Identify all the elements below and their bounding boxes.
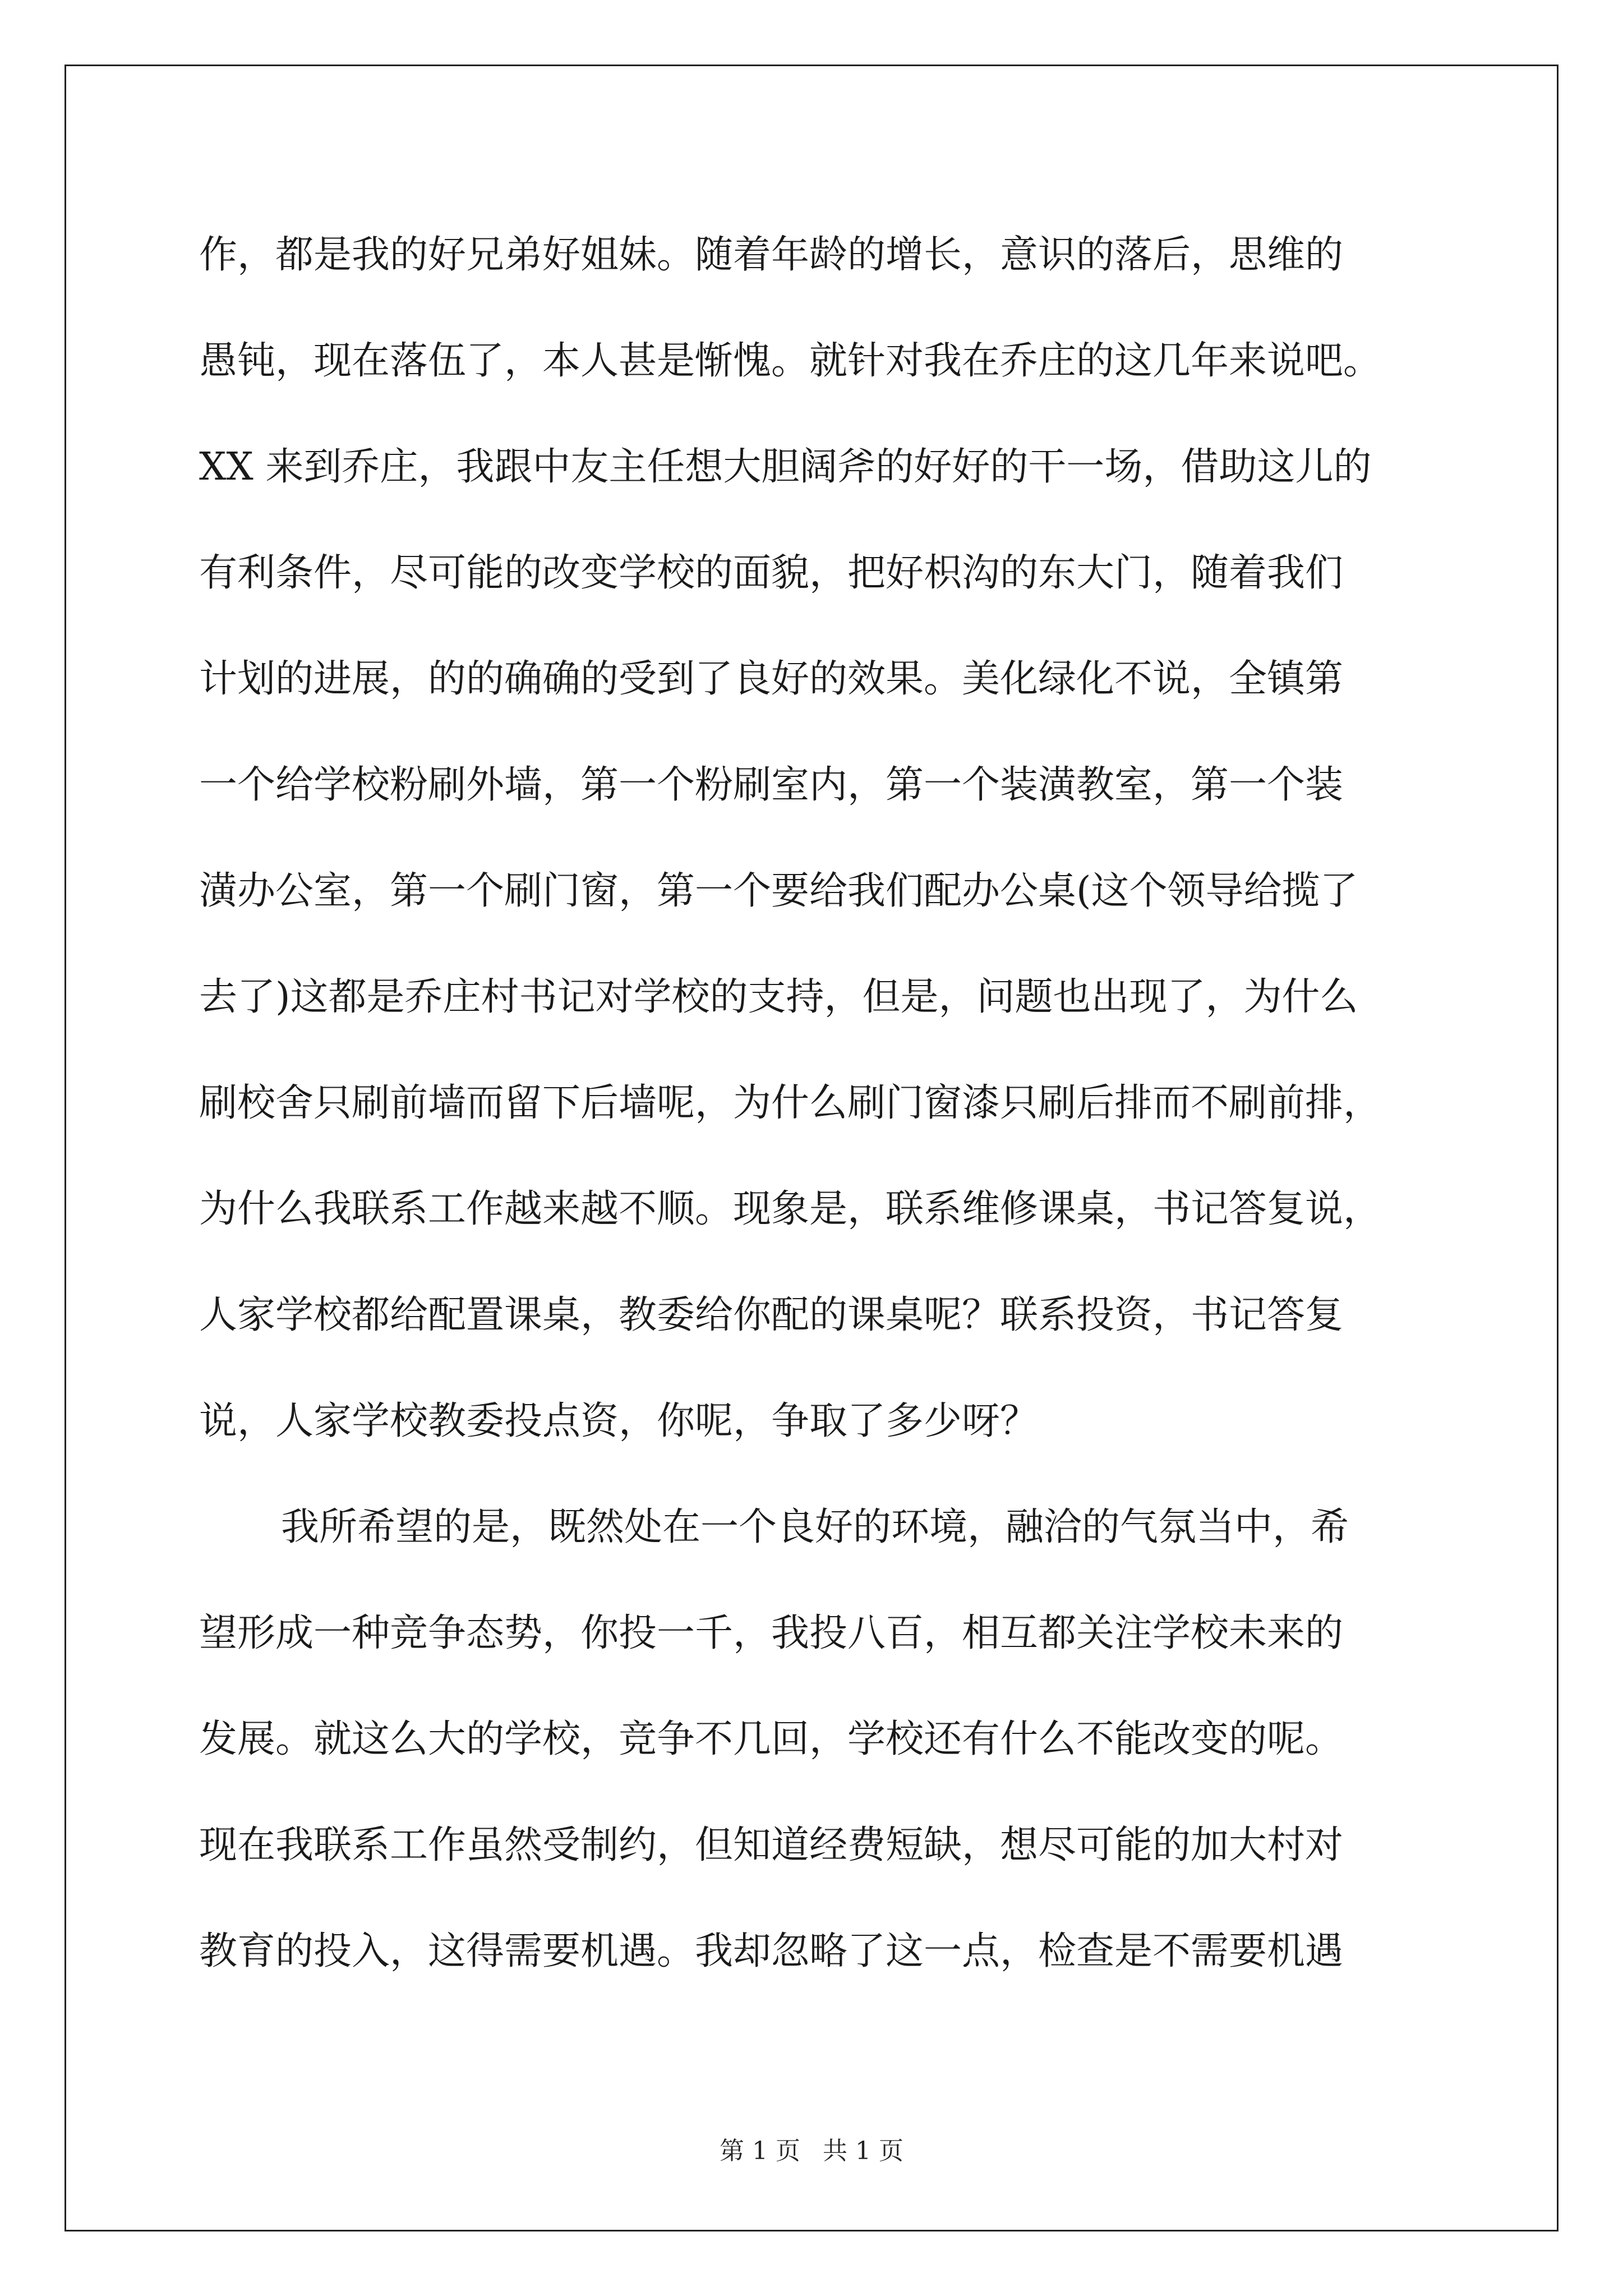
text-line: 去了)这都是乔庄村书记对学校的支持，但是，问题也出现了，为什么 (199, 975, 1358, 1019)
text-line: 发展。就这么大的学校，竞争不几回，学校还有什么不能改变的呢。 (199, 1717, 1344, 1761)
text-line: 现在我联系工作虽然受制约，但知道经费短缺，想尽可能的加大村对 (199, 1823, 1344, 1867)
text-line: 愚钝，现在落伍了，本人甚是惭愧。就针对我在乔庄的这几年来说吧。 (199, 339, 1382, 383)
text-line: 说，人家学校教委投点资，你呢，争取了多少呀？ (199, 1399, 1039, 1443)
text-line: XX 来到乔庄，我跟中友主任想大胆阔斧的好好的干一场，借助这儿的 (199, 445, 1372, 489)
paragraph-start-line: 我所希望的是，既然处在一个良好的环境，融洽的气氛当中，希 (281, 1505, 1349, 1549)
page-total: 共 1 页 (823, 2137, 903, 2165)
text-line: 计划的进展，的的确确的受到了良好的效果。美化绿化不说，全镇第 (199, 657, 1344, 701)
text-line: 有利条件，尽可能的改变学校的面貌，把好枳沟的东大门，随着我们 (199, 551, 1344, 595)
text-line: 教育的投入，这得需要机遇。我却忽略了这一点，检查是不需要机遇 (199, 1929, 1344, 1973)
page-number: 第 1 页 (720, 2137, 800, 2165)
text-line: 为什么我联系工作越来越不顺。现象是，联系维修课桌，书记答复说， (199, 1187, 1382, 1231)
document-body (199, 202, 1450, 2004)
text-line: 望形成一种竞争态势，你投一千，我投八百，相互都关注学校未来的 (199, 1611, 1344, 1655)
text-line: 刷校舍只刷前墙而留下后墙呢，为什么刷门窗漆只刷后排而不刷前排， (199, 1081, 1382, 1125)
text-line: 作，都是我的好兄弟好姐妹。随着年龄的增长，意识的落后，思维的 (199, 233, 1344, 277)
text-line: 潢办公室，第一个刷门窗，第一个要给我们配办公桌(这个领导给揽了 (199, 869, 1358, 913)
text-line: 一个给学校粉刷外墙，第一个粉刷室内，第一个装潢教室，第一个装 (199, 763, 1344, 807)
text-line: 人家学校都给配置课桌，教委给你配的课桌呢？联系投资，书记答复 (199, 1293, 1344, 1337)
page-footer (0, 2131, 1623, 2166)
